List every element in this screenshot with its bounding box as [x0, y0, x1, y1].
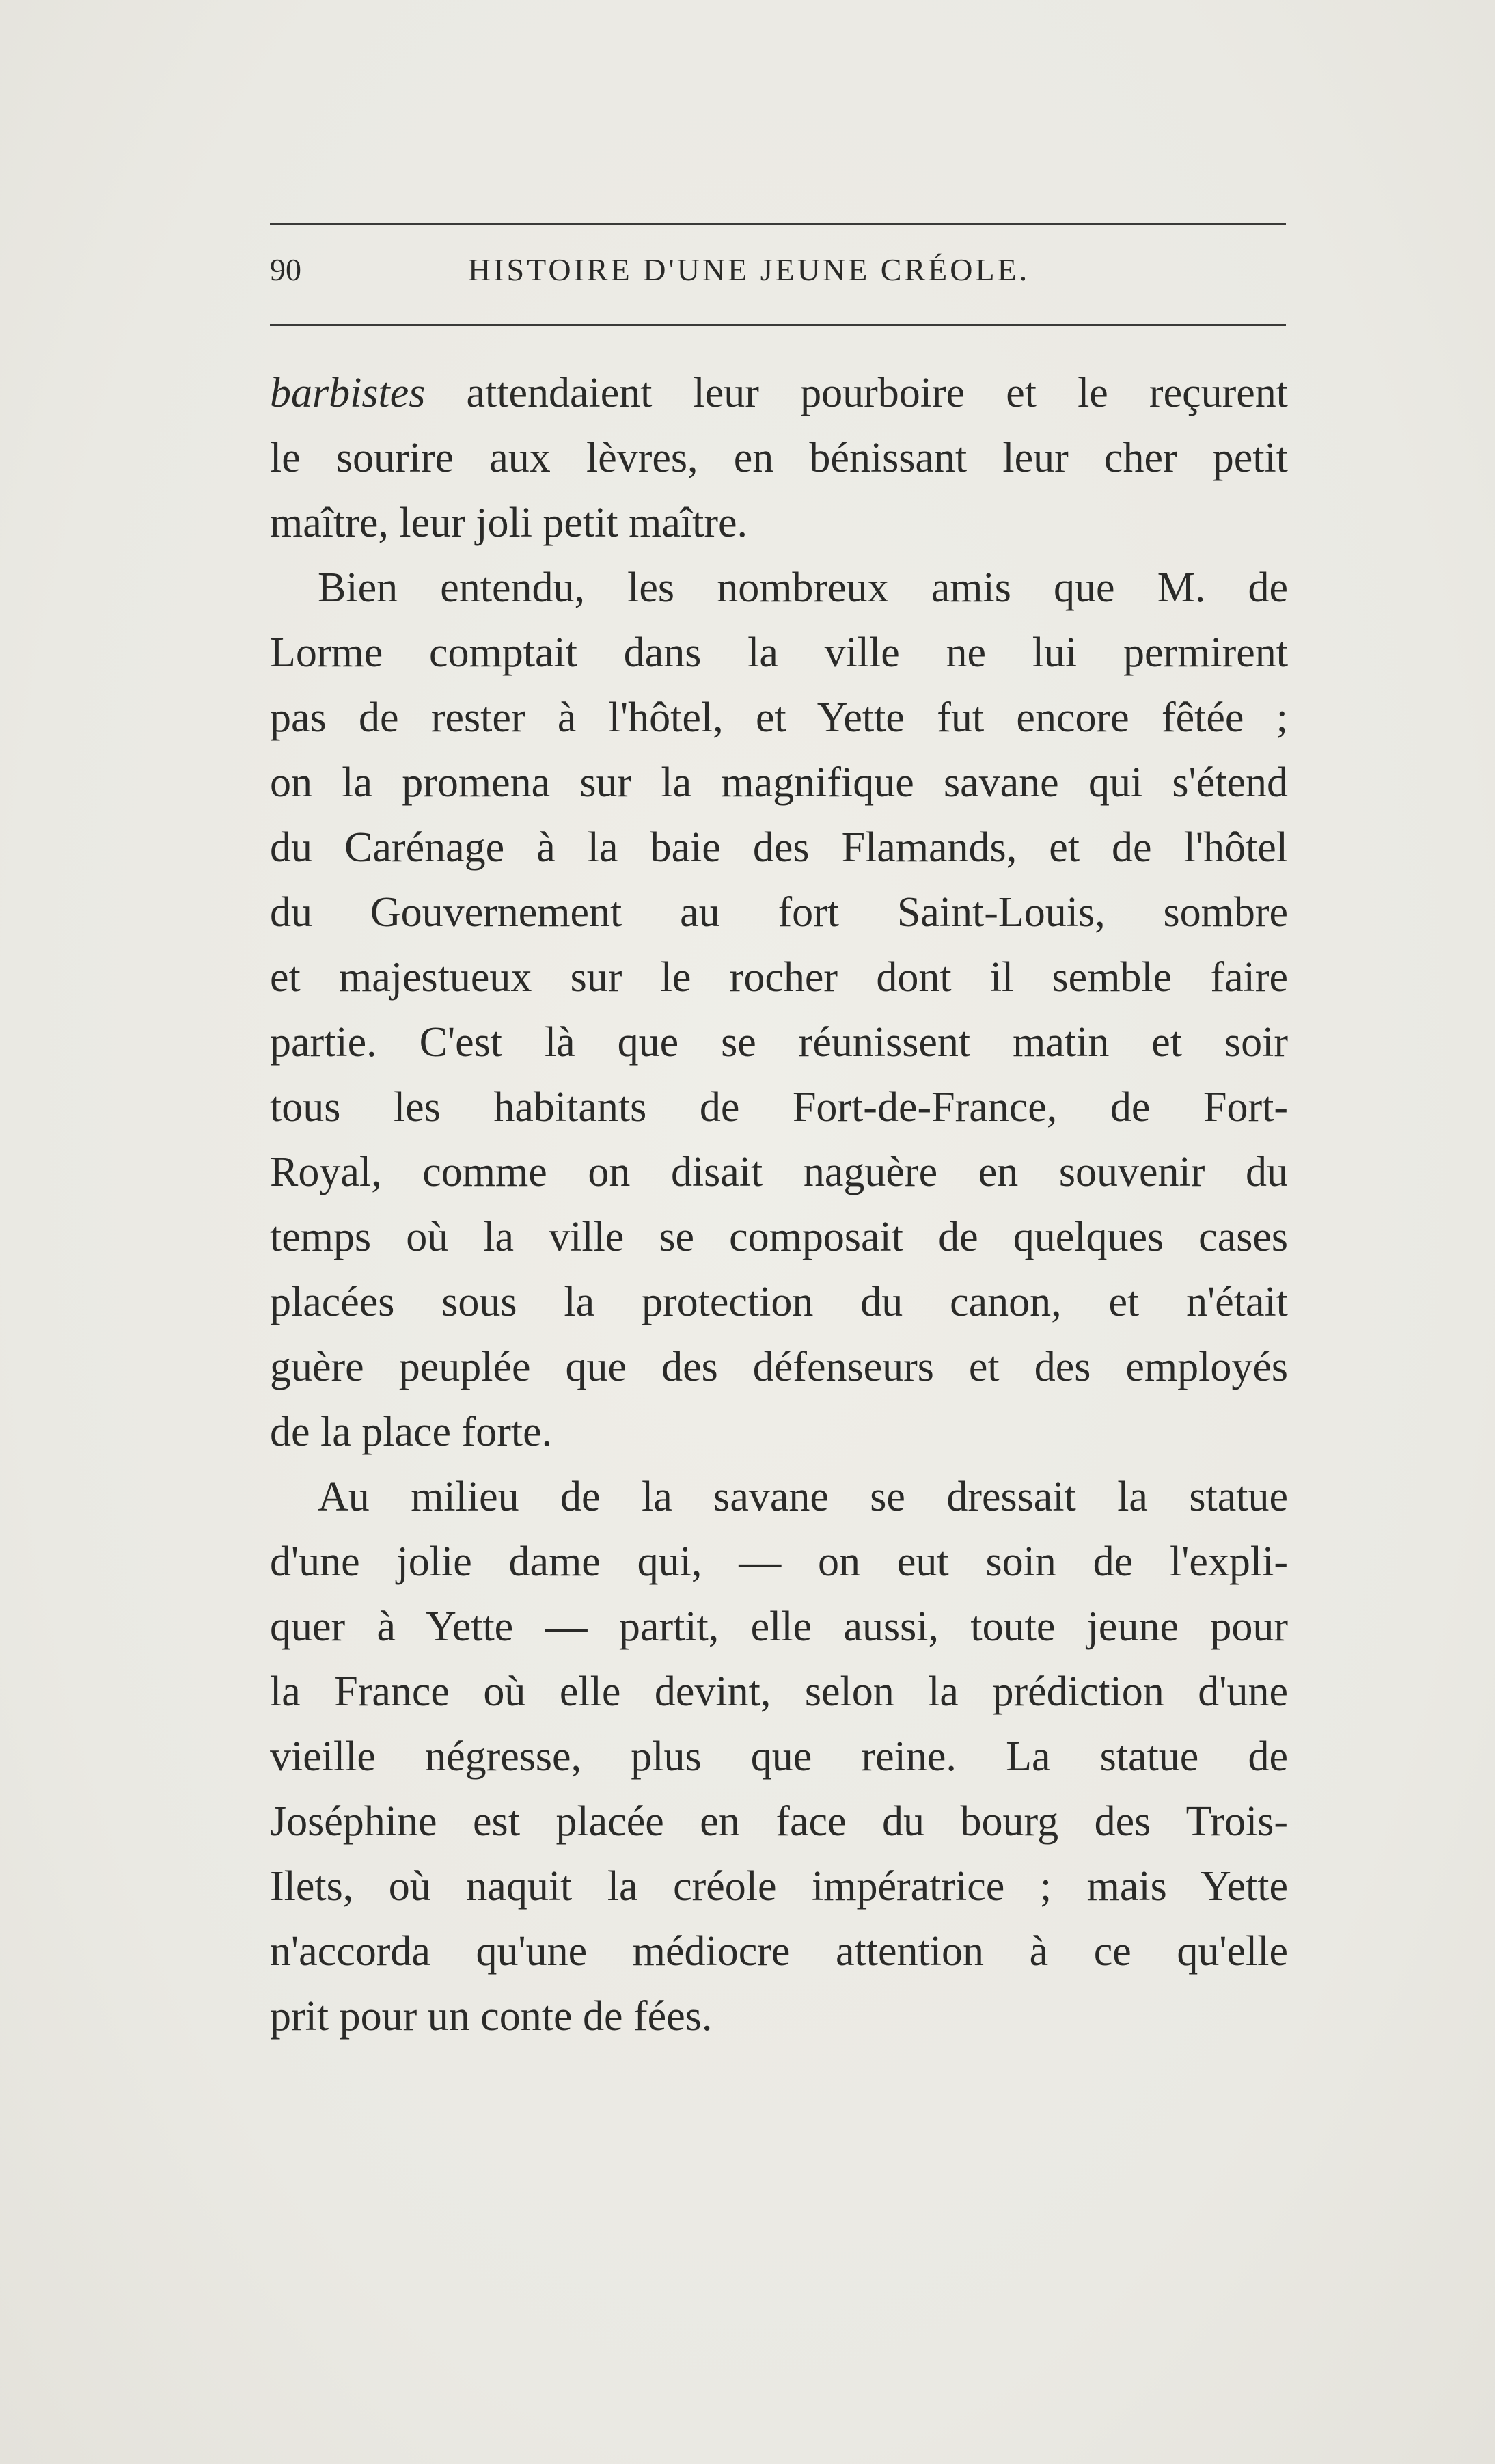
text-line: pas de rester à l'hôtel, et Yette fut encore fêtée ; [270, 694, 1288, 741]
text-line: Royal, comme on disait naguère en souvenir du [270, 1149, 1288, 1195]
text-line: Joséphine est placée en face du bourg des Trois- [270, 1798, 1288, 1845]
paragraph-start-line: Au milieu de la savane se dressait la statue [318, 1474, 1288, 1520]
text-line: placées sous la protection du canon, et n'était [270, 1279, 1288, 1325]
text-line: quer à Yette — partit, elle aussi, toute jeune pour [270, 1603, 1288, 1650]
text-line: barbistes attendaient leur pourboire et le reçurent [270, 370, 1288, 416]
running-title: HISTOIRE D'UNE JEUNE CRÉOLE. [468, 252, 1030, 287]
text-line: n'accorda qu'une médiocre attention à ce qu'elle [270, 1928, 1288, 1975]
text-line: et majestueux sur le rocher dont il semble faire [270, 954, 1288, 1001]
paragraph-end-line: maître, leur joli petit maître. [270, 500, 748, 546]
text-line: temps où la ville se composait de quelques cases [270, 1214, 1288, 1260]
header-rule-top [270, 223, 1286, 225]
text-line: du Carénage à la baie des Flamands, et de l'hôtel [270, 824, 1288, 871]
text-line: vieille négresse, plus que reine. La statue de [270, 1733, 1288, 1780]
text-line: tous les habitants de Fort-de-France, de Fort- [270, 1084, 1288, 1131]
text-line: on la promena sur la magnifique savane qui s'étend [270, 759, 1288, 806]
text-line: le sourire aux lèvres, en bénissant leur cher petit [270, 435, 1288, 481]
text-line: la France où elle devint, selon la prédiction d'une [270, 1668, 1288, 1715]
text-line: du Gouvernement au fort Saint-Louis, sombre [270, 889, 1288, 936]
text-line: d'une jolie dame qui, — on eut soin de l'expli- [270, 1539, 1288, 1585]
text-line: partie. C'est là que se réunissent matin et soir [270, 1019, 1288, 1066]
running-header [270, 252, 1286, 299]
text-line: guère peuplée que des défenseurs et des employés [270, 1344, 1288, 1390]
italic-word: barbistes [270, 370, 426, 416]
paragraph-start-line: Bien entendu, les nombreux amis que M. de [318, 565, 1288, 611]
page-number: 90 [270, 252, 301, 287]
body-text [270, 361, 1288, 2049]
header-rule-bottom [270, 324, 1286, 326]
paragraph-end-line: de la place forte. [270, 1409, 553, 1455]
paragraph-end-line: prit pour un conte de fées. [270, 1993, 713, 2040]
text-line: Ilets, où naquit la créole impératrice ; mais Yette [270, 1863, 1288, 1910]
text-line: Lorme comptait dans la ville ne lui permirent [270, 629, 1288, 676]
